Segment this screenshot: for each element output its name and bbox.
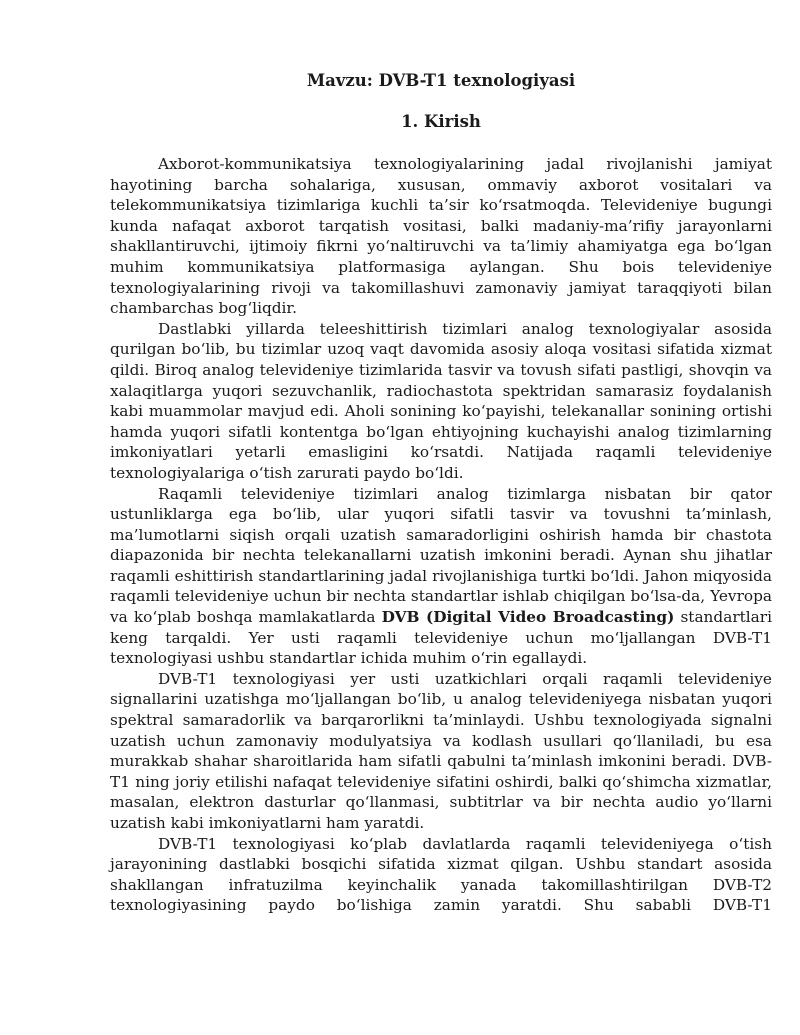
paragraph-2: Dastlabki yillarda teleeshittirish tizimlari analog texnologiyalar asosida qurilgan bo‘lib, bu tizimlar uzoq vaqt davomida asosiy aloqa vositasi sifatida xizmat qildi. Biroq analog televideniye tizimlarida tasvir va tovush sifati pastligi, shovqin va xalaqitlarga yuqori sezuvchanlik, radiochastota spektridan samarasiz foydalanish kabi muammolar mavjud edi. Aholi sonining ko‘payishi, telekanallar sonining ortishi hamda yuqori sifatli kontentga bo‘lgan ehtiyojning kuchayishi analog tizimlarning imkoniyatlari yetarli emasligini ko‘rsatdi. Natijada raqamli televideniye texnologiyalariga o‘tish zarurati paydo bo‘ldi. [110, 319, 772, 482]
section-heading-introduction: 1. Kirish [401, 112, 481, 131]
paragraph-3 [110, 484, 772, 669]
document-title: Mavzu: DVB-T1 texnologiyasi [306, 71, 576, 90]
paragraph-4: DVB-T1 texnologiyasi yer usti uzatkichlari orqali raqamli televideniye signallarini uzatishga mo‘ljallangan bo‘lib, u analog televideniyega nisbatan yuqori spektral samaradorlik va barqarorlikni ta’minlaydi. Ushbu texnologiyada signalni uzatish uchun zamonaviy modulyatsiya va kodlash usullari qo‘llaniladi, bu esa murakkab shahar sharoitlarida ham sifatli qabulni ta’minlash imkonini beradi. DVB-T1 ning joriy etilishi nafaqat televideniye sifatini oshirdi, balki qo‘shimcha xizmatlar, masalan, elektron dasturlar qo‘llanmasi, subtitrlar va bir nechta audio yo‘llarni uzatish kabi imkoniyatlarni ham yaratdi. [110, 669, 772, 832]
document-page [110, 70, 772, 916]
paragraph-3-text-after: standartlari keng tarqaldi. Yer usti raqamli televideniye uchun mo‘ljallangan DVB-T1 texnologiyasi ushbu standartlar ichida muhim o‘rin egallaydi. [110, 608, 772, 668]
paragraph-3-text-before: Raqamli televideniye tizimlari analog tizimlarga nisbatan bir qator ustunliklarga ega bo‘lib, ular yuqori sifatli tasvir va tovushni ta’minlash, ma’lumotlarni siqish orqali uzatish samaradorligini oshirish hamda bir chastota diapazonida bir nechta telekanallarni uzatish imkonini beradi. Aynan shu jihatlar raqamli eshittirish standartlarining jadal rivojlanishiga turtki bo‘ldi. Jahon miqyosida raqamli televideniye uchun bir nechta standartlar ishlab chiqilgan bo‘lsa-da, Yevropa va ko‘plab boshqa mamlakatlarda [110, 484, 772, 627]
paragraph-5: DVB-T1 texnologiyasi ko‘plab davlatlarda raqamli televideniyega o‘tish jarayonining dastlabki bosqichi sifatida xizmat qilgan. Ushbu standart asosida shakllangan infratuzilma keyinchalik yanada takomillashtirilgan DVB-T2 texnologiyasining paydo bo‘lishiga zamin yaratdi. Shu sababli DVB-T1 [110, 834, 772, 915]
paragraph-3-emphasis: DVB (Digital Video Broadcasting) [381, 608, 675, 627]
paragraph-1: Axborot-kommunikatsiya texnologiyalarining jadal rivojlanishi jamiyat hayotining barcha sohalariga, xususan, ommaviy axborot vositalari va telekommunikatsiya tizimlariga kuchli ta’sir ko‘rsatmoqda. Televideniye bugungi kunda nafaqat axborot tarqatish vositasi, balki madaniy-ma’rifiy jarayonlarni shakllantiruvchi, ijtimoiy fikrni yo‘naltiruvchi va ta’limiy ahamiyatga ega bo‘lgan muhim kommunikatsiya platformasiga aylangan. Shu bois televideniye texnologiyalarining rivoji va takomillashuvi zamonaviy jamiyat taraqqiyoti bilan chambarchas bog‘liqdir. [110, 155, 772, 318]
